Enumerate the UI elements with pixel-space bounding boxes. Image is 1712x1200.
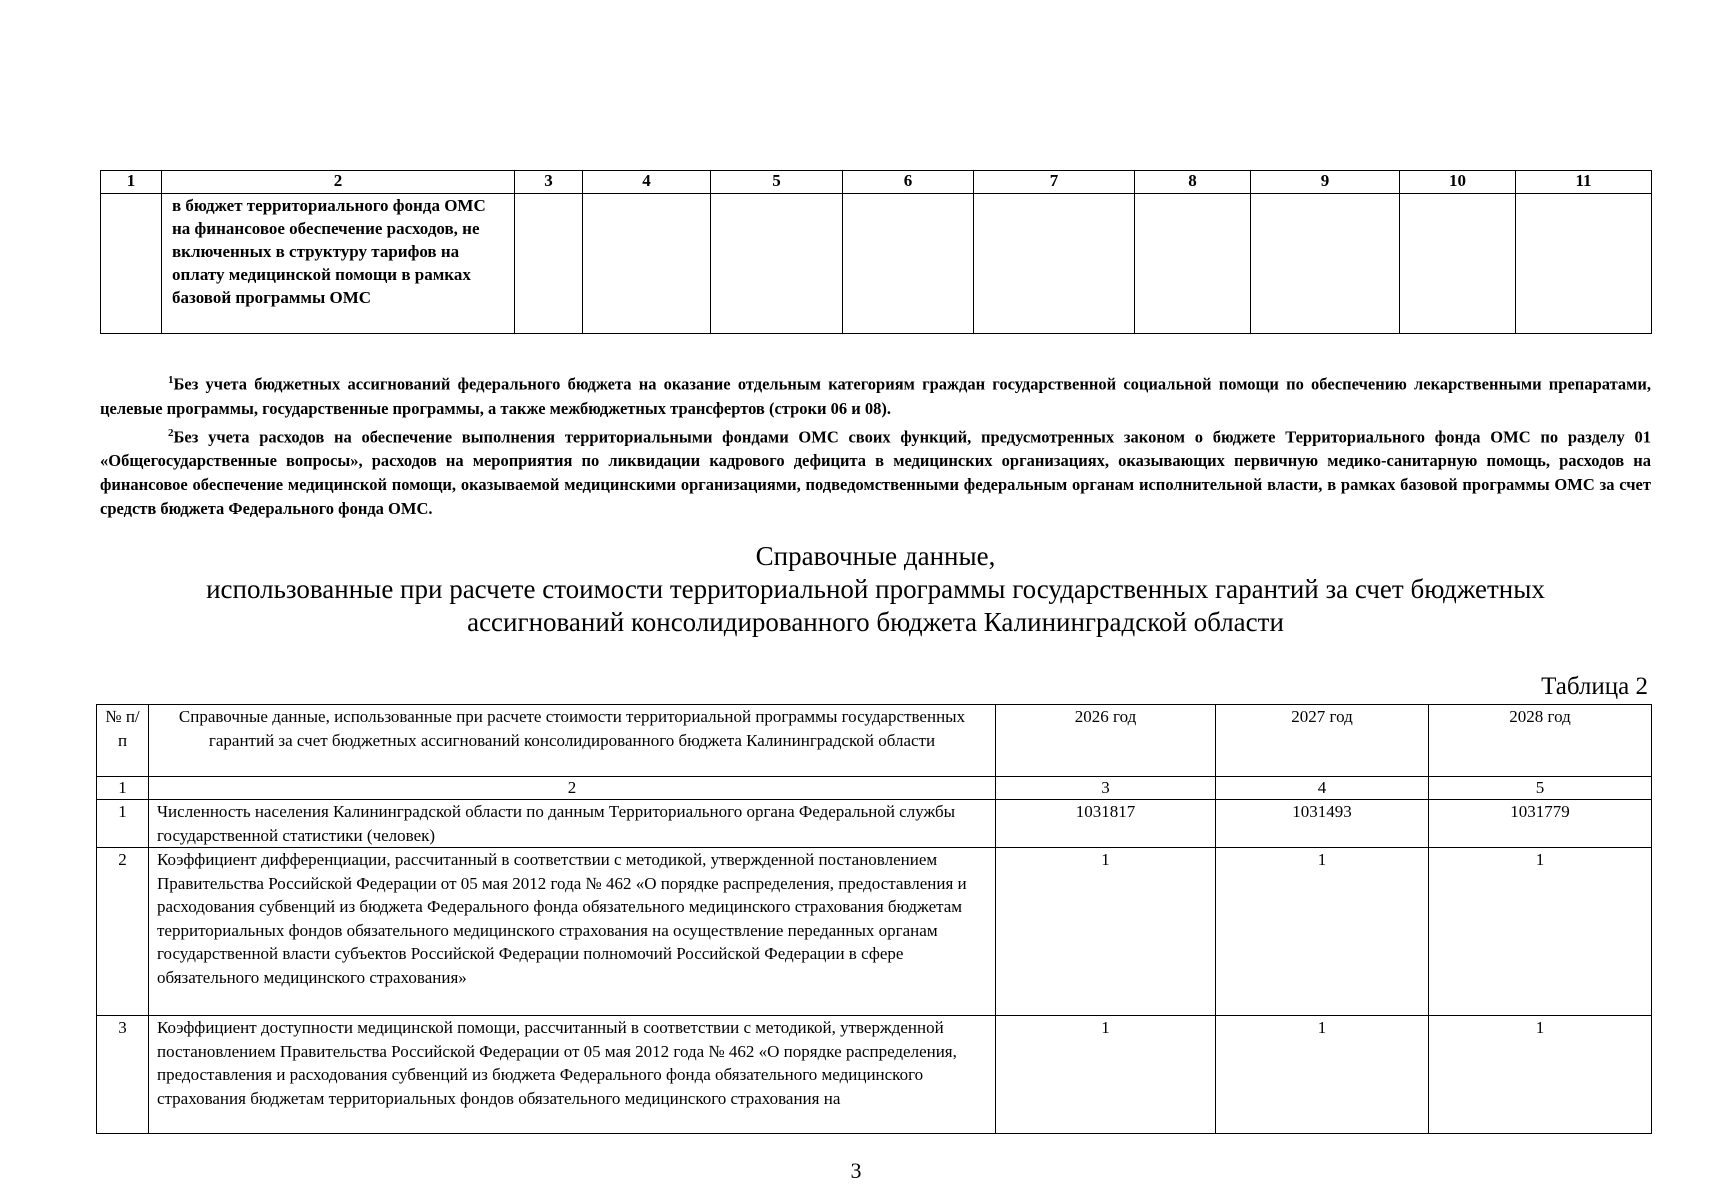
section-title-line: ассигнований консолидированного бюджета Калининградской области — [467, 607, 1284, 637]
header-num: № п/п — [97, 705, 149, 777]
table-row — [97, 800, 1652, 848]
row-number: 1 — [97, 800, 149, 848]
empty-cell — [1400, 194, 1516, 334]
row-description: Численность населения Калининградской области по данным Территориального органа Федеральной службы государственной статистики (человек) — [149, 800, 996, 848]
column-number: 5 — [711, 171, 843, 194]
value-2027: 1 — [1216, 1016, 1429, 1134]
column-number: 4 — [1216, 777, 1429, 800]
column-number: 8 — [1135, 171, 1251, 194]
column-number: 2 — [162, 171, 515, 194]
footnote-text: Без учета расходов на обеспечение выполнения территориальными фондами ОМС своих функций, предусмотренных законом о бюджете Территориального фонда ОМС по разделу 01 «Общегосударственные вопросы», расходов на мероприятия по ликвидации кадрового дефицита в медицинских организациях, оказывающих первичную медико-санитарную помощь, расходов на финансовое обеспечение медицинской помощи, оказываемой медицинскими организациями, подведомственными федеральным органам исполнительной власти, в рамках базовой программы ОМС за счет средств бюджета Федерального фонда ОМС. — [100, 427, 1651, 518]
empty-cell — [1516, 194, 1652, 334]
table-row — [101, 194, 1652, 334]
table-header-row — [97, 705, 1652, 777]
empty-cell — [974, 194, 1135, 334]
column-number: 7 — [974, 171, 1135, 194]
empty-cell — [711, 194, 843, 334]
value-2027: 1031493 — [1216, 800, 1429, 848]
empty-cell — [1251, 194, 1400, 334]
continuation-table — [100, 170, 1652, 334]
row-number: 3 — [97, 1016, 149, 1134]
section-title — [100, 540, 1651, 639]
empty-cell — [515, 194, 583, 334]
empty-cell — [101, 194, 162, 334]
header-2027: 2027 год — [1216, 705, 1429, 777]
header-2026: 2026 год — [996, 705, 1216, 777]
row-label: в бюджет территориального фонда ОМС на финансовое обеспечение расходов, не включенных в структуру тарифов на оплату медицинской помощи в рамках базовой программы ОМС — [162, 194, 515, 334]
footnotes — [100, 368, 1651, 521]
row-description: Коэффициент дифференциации, рассчитанный в соответствии с методикой, утвержденной постановлением Правительства Российской Федерации от 05 мая 2012 года № 462 «О порядке распределения, предоставления и расходования субвенций из бюджета Федерального фонда обязательного медицинского страхования бюджетам территориальных фондов обязательного медицинского страхования на осуществление переданных органам государственной власти субъектов Российской Федерации полномочий Российской Федерации в сфере обязательного медицинского страхования» — [149, 848, 996, 1016]
value-2026: 1 — [996, 848, 1216, 1016]
header-description: Справочные данные, использованные при расчете стоимости территориальной программы государственных гарантий за счет бюджетных ассигнований консолидированного бюджета Калининградской области — [149, 705, 996, 777]
footnote-2 — [100, 421, 1651, 522]
empty-cell — [1135, 194, 1251, 334]
footnote-marker: 2 — [168, 426, 174, 439]
value-2026: 1 — [996, 1016, 1216, 1134]
table-header-row — [101, 171, 1652, 194]
column-number: 1 — [101, 171, 162, 194]
value-2027: 1 — [1216, 848, 1429, 1016]
column-number: 3 — [996, 777, 1216, 800]
column-number: 4 — [583, 171, 711, 194]
value-2028: 1 — [1429, 1016, 1652, 1134]
column-number: 5 — [1429, 777, 1652, 800]
section-title-line: использованные при расчете стоимости территориальной программы государственных гарантий за счет бюджетных — [206, 574, 1545, 604]
column-number: 9 — [1251, 171, 1400, 194]
footnote-marker: 1 — [168, 374, 174, 386]
empty-cell — [843, 194, 974, 334]
section-title-line: Справочные данные, — [755, 541, 996, 571]
row-number: 2 — [97, 848, 149, 1016]
column-number: 1 — [97, 777, 149, 800]
table-row — [97, 1016, 1652, 1134]
reference-data-table — [96, 704, 1652, 1134]
column-number: 2 — [149, 777, 996, 800]
empty-cell — [583, 194, 711, 334]
value-2026: 1031817 — [996, 800, 1216, 848]
footnote-text: Без учета бюджетных ассигнований федерального бюджета на оказание отдельным категориям граждан государственной социальной помощи по обеспечению лекарственными препаратами, целевые программы, государственные программы, а также межбюджетных трансфертов (строки 06 и 08). — [100, 374, 1651, 418]
column-number: 11 — [1516, 171, 1652, 194]
column-numbers-row — [97, 777, 1652, 800]
value-2028: 1031779 — [1429, 800, 1652, 848]
header-2028: 2028 год — [1429, 705, 1652, 777]
page-number: 3 — [850, 1158, 862, 1183]
row-description: Коэффициент доступности медицинской помощи, рассчитанный в соответствии с методикой, утвержденной постановлением Правительства Российской Федерации от 05 мая 2012 года № 462 «О порядке распределения, предоставления и расходования субвенций из бюджета Федерального фонда обязательного медицинского страхования бюджетам территориальных фондов обязательного медицинского страхования на — [149, 1016, 996, 1134]
footnote-1 — [100, 368, 1651, 421]
column-number: 10 — [1400, 171, 1516, 194]
table-row — [97, 848, 1652, 1016]
table-caption: Таблица 2 — [1541, 673, 1648, 700]
column-number: 3 — [515, 171, 583, 194]
column-number: 6 — [843, 171, 974, 194]
value-2028: 1 — [1429, 848, 1652, 1016]
